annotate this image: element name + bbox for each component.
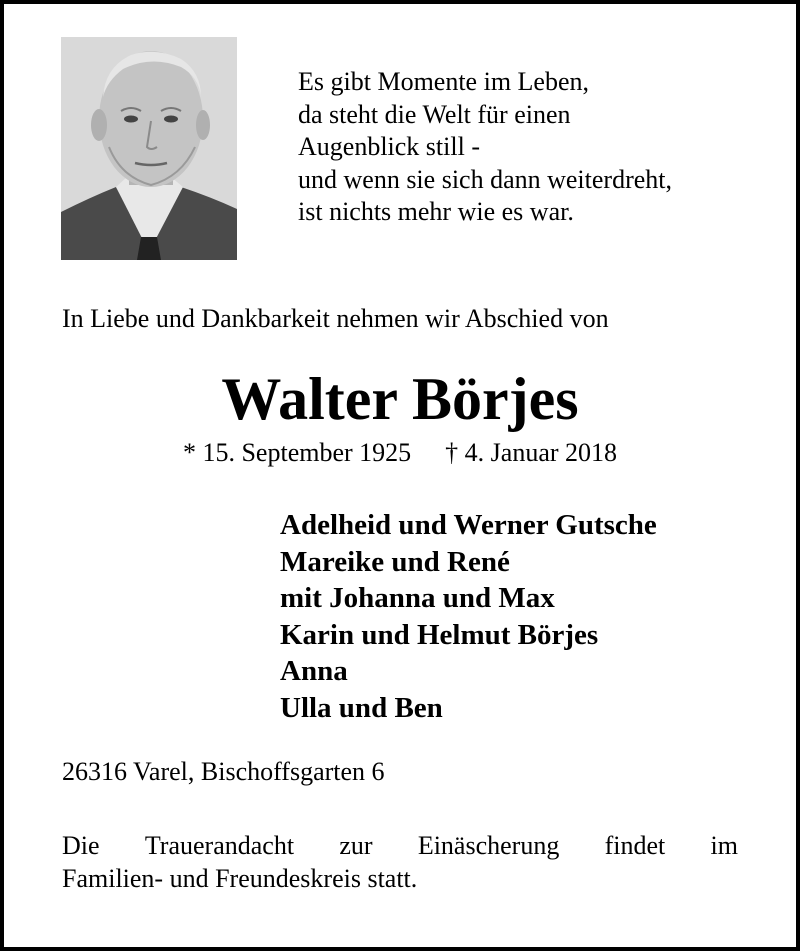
word: Die — [62, 831, 100, 860]
family-member: Mareike und René — [280, 545, 510, 578]
family-list — [280, 507, 657, 727]
family-member: Ulla und Ben — [280, 691, 443, 724]
death-date: † 4. Januar 2018 — [445, 438, 618, 467]
poem-line: da steht die Welt für einen — [298, 99, 571, 129]
poem-line: Augenblick still - — [298, 132, 480, 161]
life-dates — [4, 437, 796, 469]
poem-line: ist nichts mehr wie es war. — [298, 197, 574, 226]
poem-line: Es gibt Momente im Leben, — [298, 67, 590, 96]
deceased-name: Walter Börjes — [221, 366, 579, 432]
word: Trauerandacht — [144, 831, 295, 860]
intro-text: In Liebe und Dankbarkeit nehmen wir Abschied von — [62, 304, 609, 333]
address: 26316 Varel, Bischoffsgarten 6 — [62, 757, 385, 786]
word: Einäscherung — [417, 831, 560, 860]
word: im — [710, 831, 738, 860]
obituary-notice — [4, 4, 796, 947]
birth-date: * 15. September 1925 — [182, 438, 412, 467]
word: findet — [604, 831, 666, 860]
poem — [298, 66, 672, 229]
service-notice — [62, 830, 738, 895]
service-notice-line-1 — [62, 830, 738, 863]
family-member: mit Johanna und Max — [280, 582, 555, 615]
service-notice-line-2: Familien- und Freundeskreis statt. — [62, 863, 418, 893]
portrait-photo — [61, 37, 237, 260]
family-member: Anna — [280, 655, 348, 688]
word: zur — [339, 831, 373, 860]
family-member: Karin und Helmut Börjes — [280, 618, 599, 651]
portrait-image — [61, 37, 237, 260]
poem-line: und wenn sie sich dann weiterdreht, — [298, 164, 673, 194]
family-member: Adelheid und Werner Gutsche — [280, 509, 657, 541]
